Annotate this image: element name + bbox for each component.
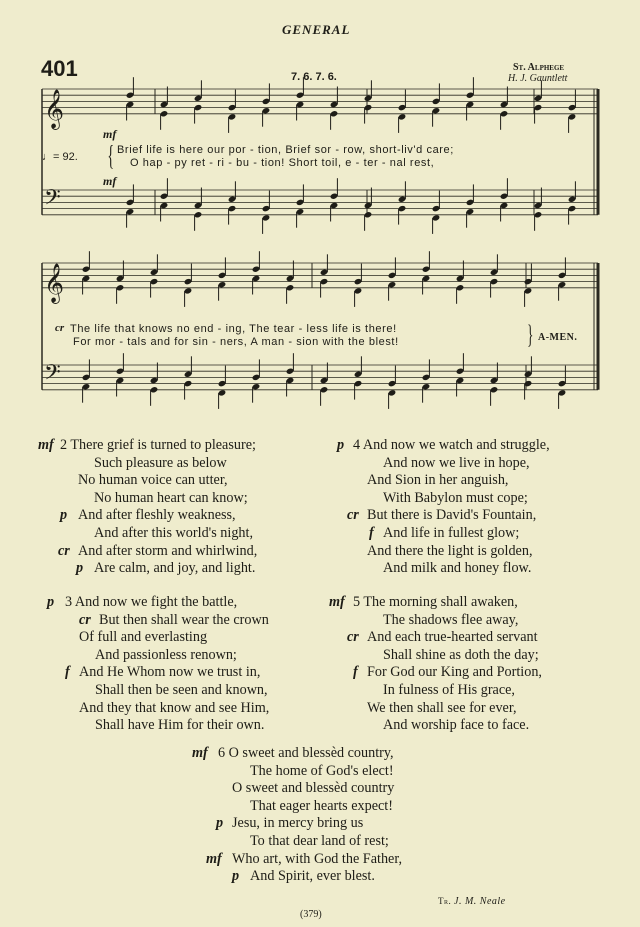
stanza-line: Are calm, and joy, and light. bbox=[94, 560, 256, 577]
dynamic-bass-1: mf bbox=[103, 174, 117, 188]
stanza-line: And after this world's night, bbox=[94, 524, 253, 541]
lyric-line-1b: O hap - py ret - ri - bu - tion! Short toil, e - ter - nal rest, bbox=[130, 157, 435, 169]
stanza-5: mf 5 The morning shall awaken, The shadows flee away, cr And each true-hearted servant Shall shine as doth the day; f For God our King and Portion, In fulness of His grace, We then shall see for ever, And worship face to face. bbox=[329, 594, 542, 734]
hymn-meter: 7. 6. 7. 6. bbox=[291, 71, 337, 83]
lyric-line-1a: Brief life is here our por - tion, Brief sor - row, short-liv'd care; bbox=[117, 144, 454, 156]
stanza-dynamic: mf bbox=[38, 437, 54, 453]
stanza-line: No human voice can utter, bbox=[78, 472, 228, 489]
clefs bbox=[44, 89, 64, 391]
stanza-line: 6 O sweet and blessèd country, bbox=[218, 745, 394, 761]
stanza-line: And milk and honey flow. bbox=[383, 560, 532, 577]
stanza-line: And He Whom now we trust in, bbox=[79, 664, 261, 681]
stanza-line: And after fleshly weakness, bbox=[78, 507, 236, 524]
stanza-4: p 4 And now we watch and struggle, And now we live in hope, And Sion in her anguish, With Babylon must cope; cr But there is David's Fountain, f And life in fullest glow; And there the light is golden, And milk and honey flow. bbox=[337, 437, 550, 577]
stanza-line: And life in fullest glow; bbox=[383, 524, 520, 541]
stanza-line: Shall then be seen and known, bbox=[95, 681, 268, 698]
stanza-6: mf 6 O sweet and blessèd country, The home of God's elect! O sweet and blessèd country That eager hearts expect! p Jesu, in mercy bring us To that dear land of rest; mf Who art, with God the Father, p And Spirit, ever blest. bbox=[192, 745, 403, 885]
stanza-line: We then shall see for ever, bbox=[367, 699, 517, 716]
hymn-number: 401 bbox=[41, 56, 78, 81]
stanza-line: The shadows flee away, bbox=[383, 611, 519, 628]
lyric-brace-2: } bbox=[527, 320, 534, 349]
bass-clef: 𝄢 bbox=[44, 185, 61, 216]
treble-clef: 𝄞 bbox=[44, 262, 65, 303]
stanza-line: The home of God's elect! bbox=[250, 762, 394, 779]
treble-clef: 𝄞 bbox=[44, 88, 65, 129]
stanza-line: 2 There grief is turned to pleasure; bbox=[60, 437, 256, 453]
stanza-line: And Spirit, ever blest. bbox=[250, 868, 375, 885]
music-score bbox=[0, 0, 640, 410]
dynamic-treble-1: mf bbox=[103, 127, 117, 141]
lyric-line-2a: The life that knows no end - ing, The tear - less life is there! bbox=[70, 323, 397, 335]
stanza-dynamic: mf bbox=[329, 594, 345, 610]
stanza-line: And each true-hearted servant bbox=[367, 629, 538, 646]
tempo-marking: ♩= 92. bbox=[42, 151, 78, 163]
stanza-line: But then shall wear the crown bbox=[99, 611, 269, 628]
stanza-line: And worship face to face. bbox=[383, 717, 530, 734]
composer-name: H. J. Gauntlett bbox=[508, 73, 568, 84]
stanza-line: And now we live in hope, bbox=[383, 454, 530, 471]
section-title: GENERAL bbox=[282, 22, 351, 37]
stanza-dynamic: p bbox=[47, 594, 55, 610]
stanza-3: p 3 And now we fight the battle, cr But then shall wear the crown Of full and everlasting And passionless renown; f And He Whom now we trust in, Shall then be seen and known, And they that know and see Him, Shall have Him for their own. bbox=[47, 594, 270, 734]
translator-name: J. M. Neale bbox=[454, 896, 506, 907]
note-heads bbox=[82, 77, 577, 409]
stanza-2: mf 2 There grief is turned to pleasure; Such pleasure as below No human voice can utter, No human heart can know; p And after fleshly weakness, And after this world's night, cr And after storm and whirlwind, p Are calm, and joy, and light. bbox=[38, 437, 258, 577]
dynamic-cr-2: cr bbox=[55, 322, 65, 334]
stanza-line: Shall shine as doth the day; bbox=[383, 646, 539, 663]
tune-name: St. Alphege bbox=[513, 62, 565, 73]
stanza-line: That eager hearts expect! bbox=[250, 797, 393, 814]
lyric-line-2b: For mor - tals and for sin - ners, A man - sion with the blest! bbox=[73, 336, 399, 348]
stanza-dynamic: p bbox=[337, 437, 345, 453]
translator-credit: Tr. J. M. Neale bbox=[438, 896, 506, 907]
stanza-line: But there is David's Fountain, bbox=[367, 507, 537, 524]
stanza-line: And after storm and whirlwind, bbox=[78, 542, 258, 559]
stanza-line: Shall have Him for their own. bbox=[95, 717, 265, 734]
stanza-dynamic: mf bbox=[192, 745, 208, 761]
stanza-line: In fulness of His grace, bbox=[383, 681, 515, 698]
stanza-line: To that dear land of rest; bbox=[250, 832, 389, 849]
amen-label: A-MEN. bbox=[538, 332, 578, 343]
stanza-line: Of full and everlasting bbox=[79, 629, 208, 646]
stanza-line: And there the light is golden, bbox=[367, 542, 533, 559]
stanza-line: With Babylon must cope; bbox=[383, 489, 528, 506]
stanza-line: For God our King and Portion, bbox=[367, 664, 542, 681]
stanza-line: And passionless renown; bbox=[95, 646, 237, 663]
stanza-line: 5 The morning shall awaken, bbox=[353, 594, 518, 610]
stanza-line: And they that know and see Him, bbox=[79, 699, 270, 716]
stanza-line: 3 And now we fight the battle, bbox=[65, 594, 238, 610]
stanza-line: Who art, with God the Father, bbox=[232, 850, 403, 867]
page-number: (379) bbox=[300, 909, 322, 920]
stanza-line: No human heart can know; bbox=[94, 489, 248, 506]
stanza-line: Such pleasure as below bbox=[94, 454, 227, 471]
stanza-line: 4 And now we watch and struggle, bbox=[353, 437, 550, 453]
stanza-line: And Sion in her anguish, bbox=[367, 472, 509, 489]
stanza-line: Jesu, in mercy bring us bbox=[232, 815, 364, 832]
bass-clef: 𝄢 bbox=[44, 360, 61, 391]
lyric-brace-1: { bbox=[107, 141, 115, 172]
stanza-line: O sweet and blessèd country bbox=[232, 780, 395, 797]
